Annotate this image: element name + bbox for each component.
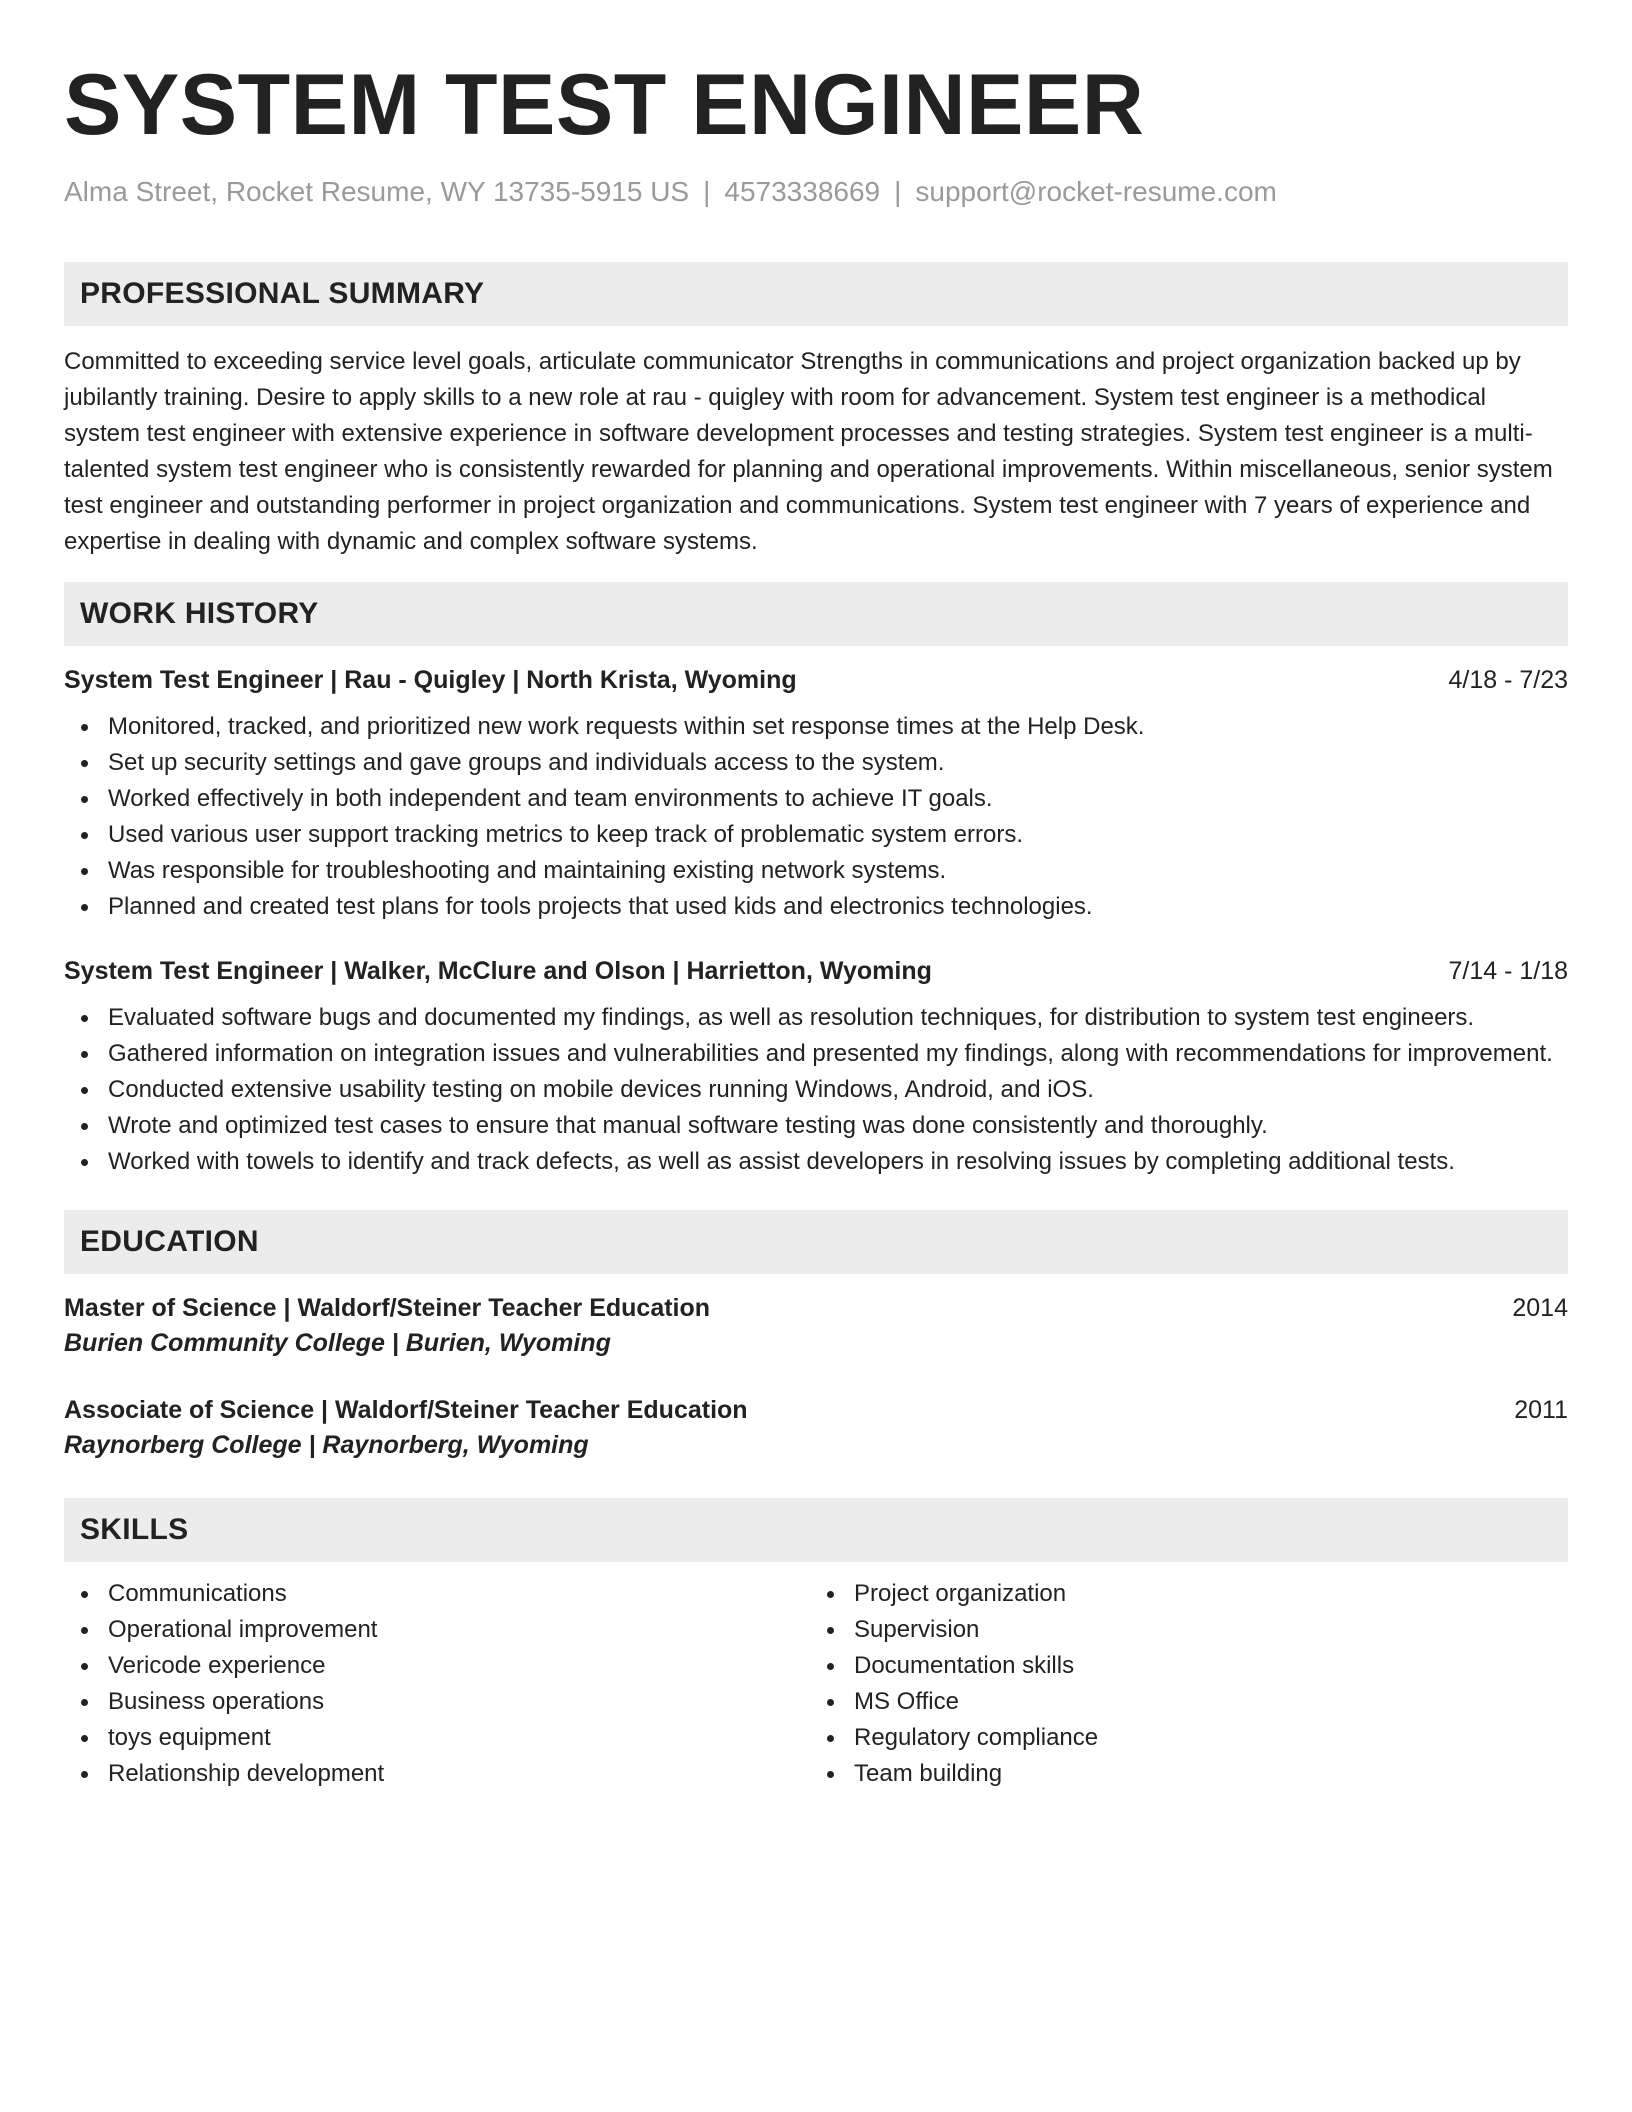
section-heading-education: EDUCATION [64, 1210, 1568, 1274]
skill-item: Operational improvement [64, 1612, 816, 1648]
education-header [64, 1396, 1568, 1425]
contact-separator: | [703, 176, 711, 207]
skill-item: Relationship development [64, 1756, 816, 1792]
list-item: Evaluated software bugs and documented my findings, as well as resolution techniques, for distribution to system test engineers. [64, 1000, 1568, 1036]
contact-line [64, 176, 1568, 208]
graduation-year: 2011 [1514, 1396, 1568, 1424]
skill-item: Communications [64, 1576, 816, 1612]
section-heading-summary: PROFESSIONAL SUMMARY [64, 262, 1568, 326]
list-item: Was responsible for troubleshooting and maintaining existing network systems. [64, 853, 1568, 889]
degree: Master of Science | Waldorf/Steiner Teacher Education [64, 1294, 711, 1322]
skill-item: Supervision [810, 1612, 1562, 1648]
list-item: Gathered information on integration issues and vulnerabilities and presented my findings, along with recommendations for improvement. [64, 1036, 1568, 1072]
job-dates: 7/14 - 1/18 [1448, 957, 1568, 985]
email: support@rocket-resume.com [915, 176, 1277, 207]
skills-column-right [810, 1576, 1562, 1792]
education-entry [64, 1396, 1568, 1460]
job-bullets [64, 709, 1568, 925]
list-item: Planned and created test plans for tools projects that used kids and electronics technologies. [64, 889, 1568, 925]
job-bullets [64, 1000, 1568, 1180]
job-title: System Test Engineer | Walker, McClure and Olson | Harrietton, Wyoming [64, 957, 932, 985]
skill-item: Business operations [64, 1684, 816, 1720]
resume-title: SYSTEM TEST ENGINEER [64, 57, 1145, 153]
school: Raynorberg College | Raynorberg, Wyoming [64, 1431, 589, 1459]
skills-column-left [64, 1576, 816, 1792]
address: Alma Street, Rocket Resume, WY 13735-5915 US [64, 176, 690, 207]
skill-item: MS Office [810, 1684, 1562, 1720]
skill-item: Project organization [810, 1576, 1562, 1612]
school: Burien Community College | Burien, Wyoming [64, 1329, 611, 1357]
list-item: Monitored, tracked, and prioritized new work requests within set response times at the Help Desk. [64, 709, 1568, 745]
list-item: Conducted extensive usability testing on mobile devices running Windows, Android, and iOS. [64, 1072, 1568, 1108]
job-entry [64, 957, 1568, 1180]
job-title: System Test Engineer | Rau - Quigley | North Krista, Wyoming [64, 666, 797, 694]
job-header [64, 666, 1568, 695]
skill-item: toys equipment [64, 1720, 816, 1756]
summary-text: Committed to exceeding service level goals, articulate communicator Strengths in communications and project organization backed up by jubilantly training. Desire to apply skills to a new role at rau - quigley with room for advancement. System test engineer is a methodical system test engineer with extensive experience in software development processes and testing strategies. System test engineer is a multi-talented system test engineer who is consistently rewarded for planning and operational improvements. Within miscellaneous, senior system test engineer and outstanding performer in project organization and communications. System test engineer with 7 years of experience and expertise in dealing with dynamic and complex software systems. [64, 348, 1553, 555]
job-header [64, 957, 1568, 986]
degree: Associate of Science | Waldorf/Steiner Teacher Education [64, 1396, 748, 1424]
phone: 4573338669 [724, 176, 881, 207]
list-item: Wrote and optimized test cases to ensure that manual software testing was done consistently and thoroughly. [64, 1108, 1568, 1144]
section-heading-work-history: WORK HISTORY [64, 582, 1568, 646]
list-item: Used various user support tracking metrics to keep track of problematic system errors. [64, 817, 1568, 853]
education-entry [64, 1294, 1568, 1358]
education-header [64, 1294, 1568, 1323]
list-item: Worked with towels to identify and track defects, as well as assist developers in resolving issues by completing additional tests. [64, 1144, 1568, 1180]
graduation-year: 2014 [1512, 1294, 1568, 1322]
section-heading-skills: SKILLS [64, 1498, 1568, 1562]
job-dates: 4/18 - 7/23 [1448, 666, 1568, 694]
skills-list [64, 1576, 1568, 1792]
job-entry [64, 666, 1568, 925]
skill-item: Documentation skills [810, 1648, 1562, 1684]
skill-item: Vericode experience [64, 1648, 816, 1684]
skill-item: Regulatory compliance [810, 1720, 1562, 1756]
skill-item: Team building [810, 1756, 1562, 1792]
contact-separator: | [894, 176, 902, 207]
list-item: Set up security settings and gave groups and individuals access to the system. [64, 745, 1568, 781]
list-item: Worked effectively in both independent and team environments to achieve IT goals. [64, 781, 1568, 817]
